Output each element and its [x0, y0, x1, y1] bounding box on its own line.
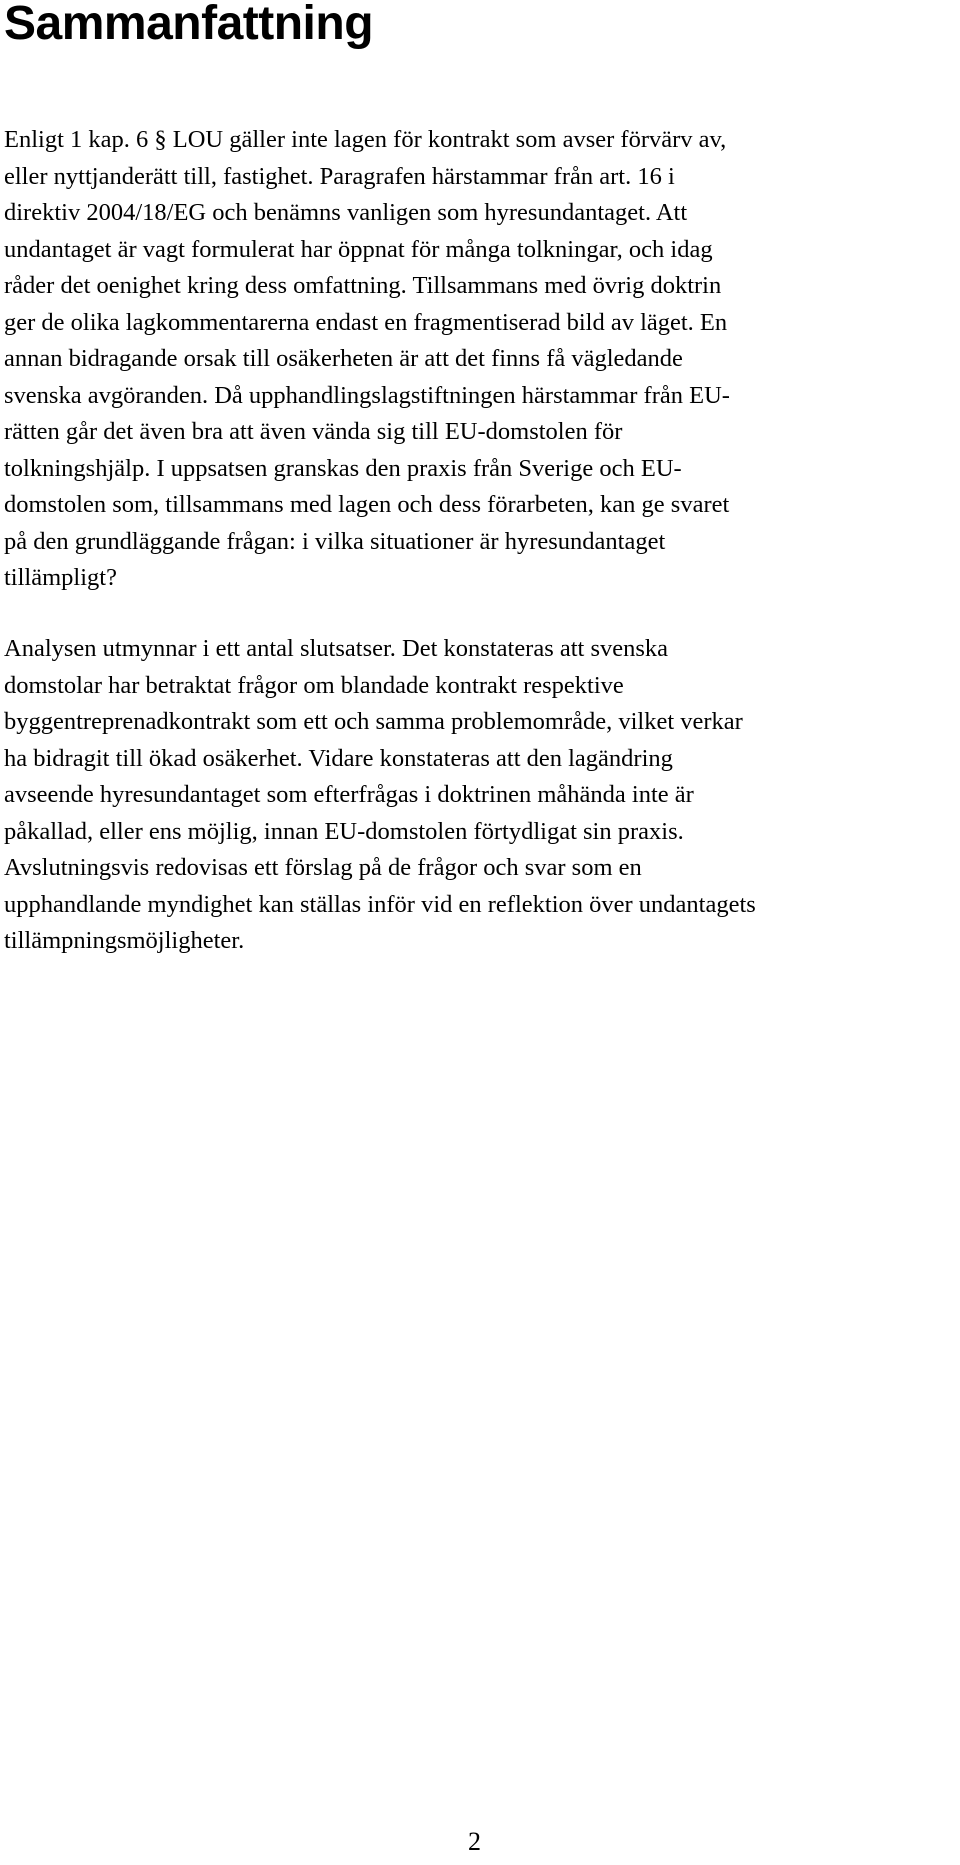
- summary-paragraph-1: [4, 122, 960, 597]
- paragraph-line: tolkningshjälp. I uppsatsen granskas den praxis från Sverige och EU-: [4, 454, 682, 482]
- summary-paragraph-2: [4, 631, 960, 960]
- paragraph-line: domstolen som, tillsammans med lagen och dess förarbeten, kan ge svaret: [4, 491, 730, 518]
- paragraph-line: upphandlande myndighet kan ställas inför vid en reflektion över undantagets: [4, 890, 756, 918]
- paragraph-line: svenska avgöranden. Då upphandlingslagstiftningen härstammar från EU-: [4, 381, 730, 409]
- paragraph-line: annan bidragande orsak till osäkerheten är att det finns få vägledande: [4, 345, 683, 372]
- paragraph-line: Analysen utmynnar i ett antal slutsatser. Det konstateras att svenska: [4, 635, 669, 662]
- paragraph-line: på den grundläggande frågan: i vilka situationer är hyresundantaget: [4, 527, 666, 555]
- paragraph-line: tillämpligt?: [4, 564, 117, 591]
- paragraph-line: tillämpningsmöjligheter.: [4, 927, 245, 954]
- paragraph-line: eller nyttjanderätt till, fastighet. Paragrafen härstammar från art. 16 i: [4, 162, 675, 190]
- paragraph-line: påkallad, eller ens möjlig, innan EU-domstolen förtydligat sin praxis.: [4, 817, 684, 845]
- paragraph-line: råder det oenighet kring dess omfattning. Tillsammans med övrig doktrin: [4, 272, 722, 299]
- paragraph-line: ger de olika lagkommentarerna endast en fragmentiserad bild av läget. En: [4, 308, 728, 336]
- paragraph-line: direktiv 2004/18/EG och benämns vanligen som hyresundantaget. Att: [4, 199, 688, 226]
- paragraph-line: Avslutningsvis redovisas ett förslag på de frågor och svar som en: [4, 854, 642, 881]
- paragraph-line: byggentreprenadkontrakt som ett och samma problemområde, vilket verkar: [4, 708, 743, 735]
- document-heading: Sammanfattning: [4, 0, 374, 50]
- paragraph-line: rätten går det även bra att även vända sig till EU-domstolen för: [4, 418, 623, 445]
- paragraph-line: avseende hyresundantaget som efterfrågas i doktrinen måhända inte är: [4, 781, 694, 808]
- paragraph-line: undantaget är vagt formulerat har öppnat för många tolkningar, och idag: [4, 235, 713, 263]
- paragraph-line: domstolar har betraktat frågor om blandade kontrakt respektive: [4, 671, 624, 699]
- page-number: 2: [468, 1827, 481, 1856]
- paragraph-line: Enligt 1 kap. 6 § LOU gäller inte lagen för kontrakt som avser förvärv av,: [4, 126, 727, 153]
- paragraph-line: ha bidragit till ökad osäkerhet. Vidare konstateras att den lagändring: [4, 744, 673, 772]
